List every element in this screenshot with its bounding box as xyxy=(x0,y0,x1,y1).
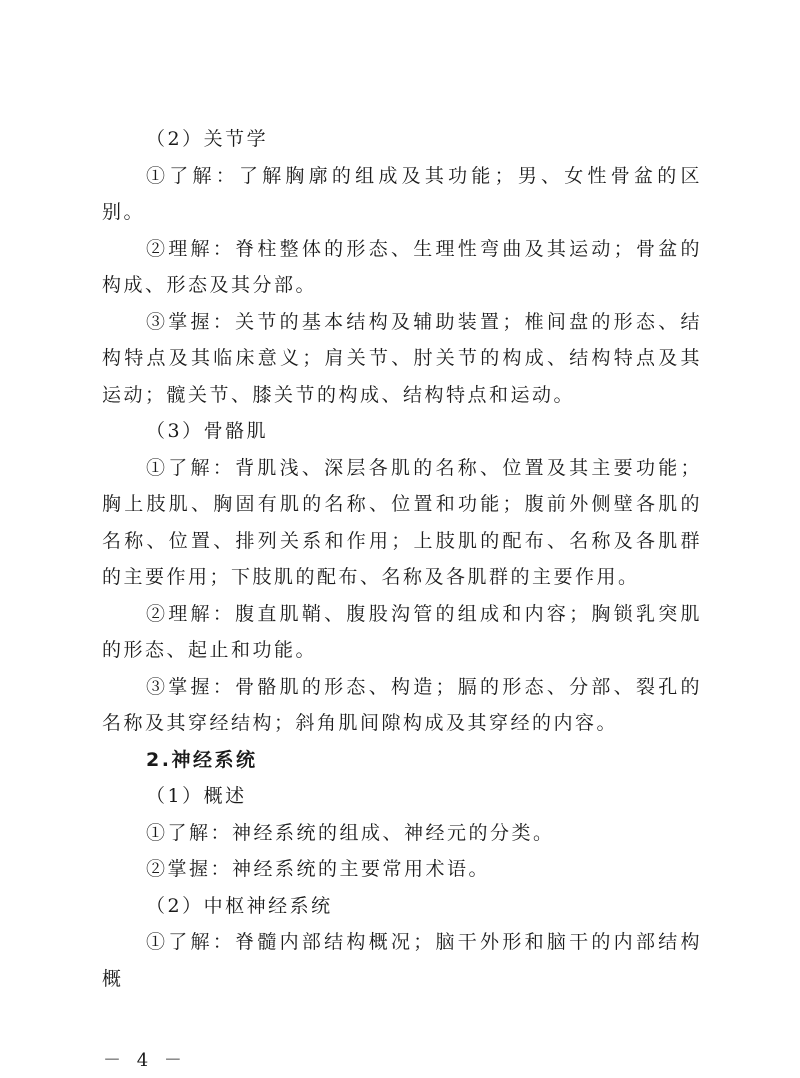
joints-comprehend: ②理解：脊柱整体的形态、生理性弯曲及其运动；骨盆的构成、形态及其分部。 xyxy=(102,237,702,296)
joints-master: ③掌握：关节的基本结构及辅助装置；椎间盘的形态、结构特点及其临床意义；肩关节、肘关节的构成、结构特点及其运动；髋关节、膝关节的构成、结构特点和运动。 xyxy=(102,310,702,406)
cns-understand: ①了解：脊髓内部结构概况；脑干外形和脑干的内部结构概 xyxy=(102,931,702,990)
body-text xyxy=(102,121,702,997)
muscles-understand: ①了解：背肌浅、深层各肌的名称、位置及其主要功能；胸上肢肌、胸固有肌的名称、位置和功能；腹前外侧壁各肌的名称、位置、排列关系和作用；上肢肌的配布、名称及各肌群的主要作用；下肢肌的配布、名称及各肌群的主要作用。 xyxy=(102,456,702,588)
section-joints-heading: （2）关节学 xyxy=(146,128,269,150)
joints-understand: ①了解：了解胸廓的组成及其功能；男、女性骨盆的区别。 xyxy=(102,164,702,223)
muscles-master: ③掌握：骨骼肌的形态、构造；膈的形态、分部、裂孔的名称及其穿经结构；斜角肌间隙构成及其穿经的内容。 xyxy=(102,675,702,734)
muscles-comprehend: ②理解：腹直肌鞘、腹股沟管的组成和内容；胸锁乳突肌的形态、起止和功能。 xyxy=(102,602,702,661)
section-nervous-system-heading: 2.神经系统 xyxy=(146,748,258,771)
page-number: － 4 － xyxy=(103,1050,187,1071)
overview-understand: ①了解：神经系统的组成、神经元的分类。 xyxy=(146,821,555,844)
overview-master: ②掌握：神经系统的主要常用术语。 xyxy=(146,858,491,880)
section-overview-heading: （1）概述 xyxy=(146,785,247,807)
section-muscles-heading: （3）骨骼肌 xyxy=(146,420,269,442)
section-cns-heading: （2）中枢神经系统 xyxy=(146,894,333,917)
